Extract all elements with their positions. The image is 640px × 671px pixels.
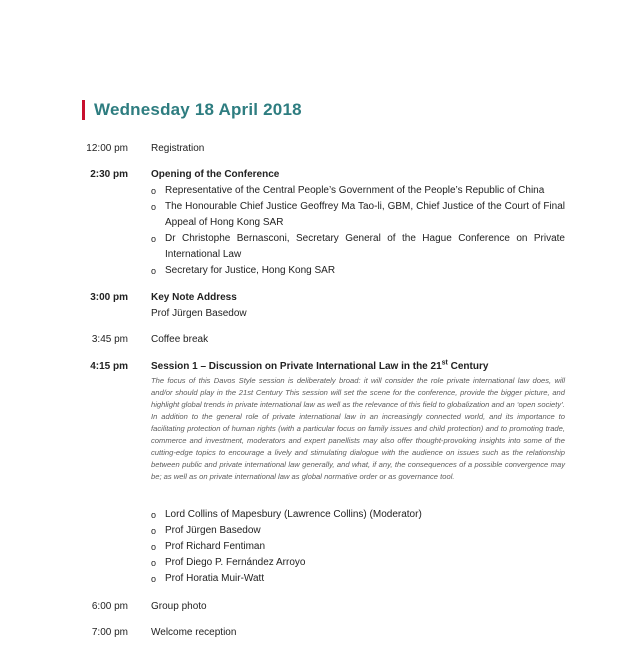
registration-time: 12:00 pm [86,143,128,154]
list-item: o Prof Richard Fentiman [151,539,565,555]
list-item: o Prof Jürgen Basedow [151,523,565,539]
group-photo-time: 6:00 pm [91,601,128,612]
bullet-icon: o [151,574,157,584]
bullet-icon: o [151,526,157,536]
coffee-time: 3:45 pm [91,334,128,345]
opening-time: 2:30 pm [90,169,128,180]
session1-time: 4:15 pm [90,361,128,372]
bullet-icon: o [151,234,157,244]
bullet-icon: o [151,510,157,520]
session1-panel-list [151,507,565,587]
list-item: o The Honourable Chief Justice Geoffrey Ma Tao-li, GBM, Chief Justice of the Court of Final Appeal of Hong Kong SAR [151,201,565,228]
reception-label: Welcome reception [151,627,237,638]
session1-description: The focus of this Davos Style session is deliberately broad: it will consider the role private international law does, will and/or should play in the 21st Century This session will set the scene for the conference, provide the bigger picture, and highlight global trends in private international law as well as the relevance of this field to globalization and an ‘open society’. In addition to the general role of private international law in an increasingly connected world, and its importance to facilitating protection of human rights (with a particular focus on family issues and child protection) and to promoting trade, commerce and investment, moderators and expert panellists may also offer thought-provoking insights into some of the cutting-edge topics to encourage a lively and stimulating dialogue with the audience on issues such as the relationship between public and private international law generally, and what, if any, the consequences of a possible convergence may be; as well as on private international law as global normative order or as governance tool. [151,376,565,481]
bullet-icon: o [151,266,157,276]
list-item: o Secretary for Justice, Hong Kong SAR [151,263,565,279]
heading-accent-bar [82,100,85,120]
list-item: o Dr Christophe Bernasconi, Secretary General of the Hague Conference on Private International Law [151,233,565,260]
bullet-icon: o [151,558,157,568]
keynote-label: Key Note Address [151,292,237,303]
day-heading [82,98,302,122]
list-item: o Prof Horatia Muir-Watt [151,571,565,587]
reception-time: 7:00 pm [91,627,128,638]
coffee-label: Coffee break [151,334,209,345]
opening-label: Opening of the Conference [151,169,280,180]
group-photo-label: Group photo [151,601,207,612]
list-item: o Lord Collins of Mapesbury (Lawrence Collins) (Moderator) [151,507,565,523]
keynote-time: 3:00 pm [90,292,128,303]
bullet-icon: o [151,186,157,196]
list-item: o Representative of the Central People’s Government of the People’s Republic of China [151,183,565,199]
keynote-speaker: Prof Jürgen Basedow [151,308,247,319]
day-heading-title: Wednesday 18 April 2018 [94,100,302,119]
session1-label: Session 1 – Discussion on Private International Law in the 21st Century [151,359,489,372]
bullet-icon: o [151,542,157,552]
opening-speakers-list [151,183,565,279]
bullet-icon: o [151,202,157,212]
registration-label: Registration [151,143,205,154]
list-item: o Prof Diego P. Fernández Arroyo [151,555,565,571]
